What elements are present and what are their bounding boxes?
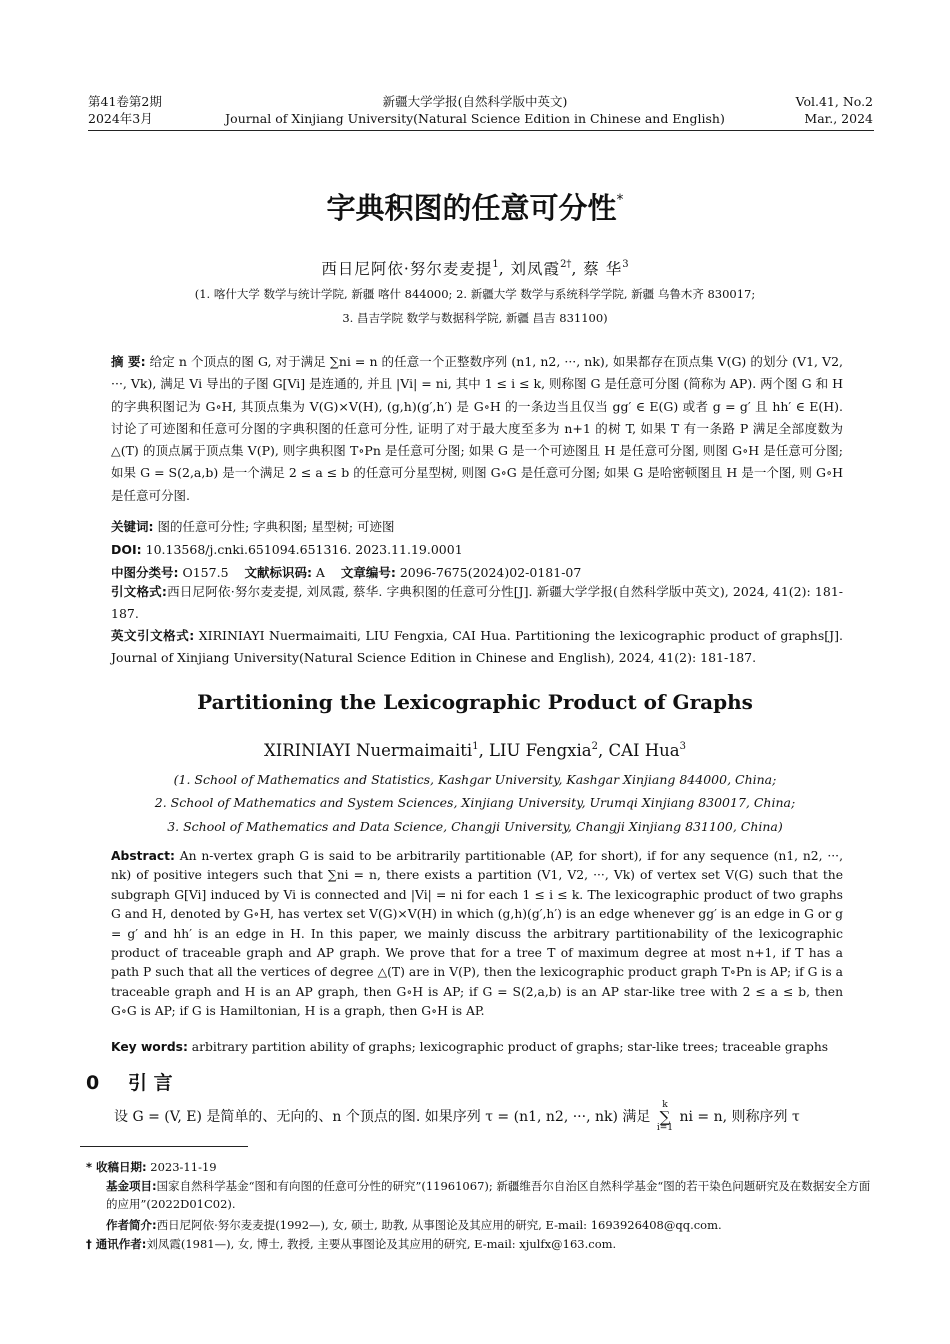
footnote-label: 基金项目: (106, 1179, 157, 1193)
article-number-value: 2096-7675(2024)02-0181-07 (399, 565, 582, 580)
title-text: 字典积图的任意可分性 (326, 191, 617, 225)
keywords-en-label: Key words: (111, 1040, 188, 1054)
doi-label: DOI: (111, 542, 142, 557)
affiliation-line: (1. 喀什大学 数学与统计学院, 新疆 喀什 844000; 2. 新疆大学 数学与系统科学学院, 新疆 乌鲁木齐 830017; (194, 287, 756, 301)
affiliation-line-en: 2. School of Mathematics and System Sciences, Xinjiang University, Urumqi Xinjiang 830017, China; (154, 795, 796, 810)
abstract-text: 给定 n 个顶点的图 G, 对于满足 ∑ni = n 的任意一个正整数序列 (n1, n2, ···, nk), 如果都存在顶点集 V(G) 的划分 (V1, V2, ···, Vk), 满足 Vi 导出的子图 G[Vi] 是连通的, 并且 |Vi| = ni, 其中 1 ≤ i ≤ k, 则称图 G 是任意可分图 (简称为 AP). 两个图 G 和 H 的字典积图记为 G∘H, 其顶点集为 V(G)×V(H), (g,h)(g′,h′) 是 G∘H 的一条边当且仅当 gg′ ∈ E(G) 或者 g = g′ 且 hh′ ∈ E(H). 讨论了可迹图和任意可分图的字典积图的任意可分性, 证明了对于最大度至多为 n+1 的树 T, 如果 T 有一条路 P 满足全部度数为 △(T) 的顶点属于顶点集 V(P), 则字典积图 T∘Pn 是任意可分图; 如果 G 是一个可迹图且 H 是任意可分图, 则图 G∘H 是任意可分图; 如果 G = S(2,a,b) 是一个满足 2 ≤ a ≤ b 的任意可分星型树, 则图 G∘G 是任意可分图; 如果 G 是哈密顿图且 H 是一个图, 则 G∘H 是任意可分图. (111, 354, 844, 503)
doc-code-label: 文献标识码: (244, 565, 312, 580)
citation-en-label: 英文引文格式: (111, 628, 195, 643)
doi-value: 10.13568/j.cnki.651094.651316. 2023.11.19.0001 (145, 542, 463, 557)
footnote-corresponding (86, 1235, 876, 1253)
affiliation-line-en: (1. School of Mathematics and Statistics, Kashgar University, Kashgar Xinjiang 844000, China; (173, 772, 777, 787)
abstract-en-label: Abstract: (111, 849, 175, 863)
journal-volume-info-en (796, 93, 873, 127)
journal-name-cn: 新疆大学学报(自然科学版中英文) (382, 94, 568, 109)
author-list-en (0, 741, 950, 760)
section-title: 引 言 (128, 1072, 173, 1094)
abstract-cn (111, 351, 843, 507)
footnote-text: 2023-11-19 (150, 1160, 217, 1174)
title-footnote-mark: * (616, 192, 624, 208)
author-affiliation-mark: 3 (679, 741, 687, 752)
clc-label: 中图分类号: (111, 565, 179, 580)
footnote-label: 作者简介: (106, 1218, 157, 1232)
sum-sign: ∑ (659, 1108, 671, 1126)
section-heading (86, 1068, 173, 1095)
author-name-en: , LIU Fengxia (478, 741, 592, 760)
volume-issue: 第41卷第2期 (88, 94, 162, 109)
author-affiliation-mark: 1 (492, 259, 499, 270)
author-name: , 蔡 华 (571, 260, 623, 278)
keywords-cn (111, 517, 843, 535)
citation-label: 引文格式: (111, 584, 167, 599)
keywords-label: 关键词: (111, 519, 154, 534)
author-affiliation-mark: 2 (591, 741, 598, 752)
footnote-text: 刘凤霞(1981—), 女, 博士, 教授, 主要从事图论及其应用的研究, E-mail: xjulfx@163.com. (146, 1237, 617, 1251)
keywords-en-text: arbitrary partition ability of graphs; lexicographic product of graphs; star-like trees; traceable graphs (191, 1040, 829, 1054)
footnote-received (86, 1158, 876, 1176)
intro-paragraph (114, 1101, 874, 1133)
journal-name (160, 93, 790, 127)
section-number: 0 (86, 1072, 100, 1094)
journal-volume-info (88, 93, 162, 127)
intro-text: ni = n, 则称序列 τ (679, 1109, 800, 1125)
clc-value: O157.5 (182, 565, 229, 580)
summation-symbol (657, 1101, 673, 1133)
author-name: , 刘凤霞 (498, 260, 561, 278)
doc-code-value: A (315, 565, 325, 580)
keywords-en (111, 1040, 843, 1054)
doi-line (111, 542, 843, 557)
affiliation-line-en: 3. School of Mathematics and Data Science, Changji University, Changji Xinjiang 831100, China) (167, 819, 783, 834)
volume-issue-en: Vol.41, No.2 (795, 94, 873, 109)
intro-text: 设 G = (V, E) 是简单的、无向的、n 个顶点的图. 如果序列 τ = (n1, n2, ···, nk) 满足 (114, 1109, 651, 1125)
footnote-text: 西日尼阿依·努尔麦麦提(1992—), 女, 硕士, 助教, 从事图论及其应用的研究, E-mail: 1693926408@qq.com. (156, 1218, 722, 1232)
abstract-en-text: An n-vertex graph G is said to be arbitrarily partitionable (AP, for short), if for any sequence (n1, n2, ···, nk) of positive integers such that ∑ni = n, there exists a partition (V1, V2, ···, Vk) of vertex set V(G) such that the subgraph G[Vi] induced by Vi is connected and |Vi| = ni for each 1 ≤ i ≤ k. The lexicographic product of two graphs G and H, denoted by G∘H, has vertex set V(G)×V(H) in which (g,h)(g′,h′) is an edge whenever gg′ is an edge in G or g = g′ and hh′ is an edge in H. In this paper, we mainly discuss the arbitrary partitionability of the lexicographic product of traceable graph and AP graph. We prove that for a tree T of maximum degree at most n+1, if T has a path P such that all the vertices of degree △(T) are in V(P), then the lexicographic product graph T∘Pn is AP; if G is a traceable graph and H is an AP graph, then G∘H is AP; if G = S(2,a,b) is an AP star-like tree with 2 ≤ a ≤ b, then G∘G is AP; if G is Hamiltonian, H is a graph, then G∘H is AP. (111, 849, 843, 1019)
abstract-label: 摘 要: (111, 354, 146, 369)
abstract-en (111, 847, 843, 1022)
citation-en (111, 625, 843, 669)
issue-date-en: Mar., 2024 (804, 111, 873, 126)
footnote-label: * 收稿日期: (86, 1160, 147, 1174)
issue-date: 2024年3月 (88, 111, 153, 126)
author-affiliation-mark: 2† (560, 259, 572, 270)
footnote-divider (80, 1146, 248, 1147)
keywords-text: 图的任意可分性; 字典积图; 星型树; 可迹图 (157, 519, 395, 534)
paper-title-en: Partitioning the Lexicographic Product of Graphs (197, 690, 753, 714)
sum-upper-limit: k (662, 1100, 668, 1110)
citation-en-text: XIRINIAYI Nuermaimaiti, LIU Fengxia, CAI Hua. Partitioning the lexicographic product of graphs[J]. Journal of Xinjiang University(Natural Science Edition in Chinese and English), 2024, 41(2): 181-187. (111, 628, 843, 665)
author-affiliation-mark: 1 (472, 741, 479, 752)
author-affiliation-mark: 3 (622, 259, 629, 270)
footnote-text: 国家自然科学基金“图和有向图的任意可分性的研究”(11961067); 新疆维吾尔自治区自然科学基金“图的若干染色问题研究及在数据安全方面的应用”(2022D01C02). (106, 1179, 871, 1211)
paper-title-cn (0, 186, 950, 227)
footnote-fund (86, 1177, 876, 1213)
author-name-en: , CAI Hua (597, 741, 680, 760)
author-name: 西日尼阿依·努尔麦麦提 (321, 260, 493, 278)
citation-cn (111, 581, 843, 625)
footnote-label: † 通讯作者: (86, 1237, 147, 1251)
affiliation-line: 3. 昌吉学院 数学与数据科学院, 新疆 昌吉 831100) (342, 311, 608, 325)
citation-text: 西日尼阿依·努尔麦麦提, 刘凤霞, 蔡华. 字典积图的任意可分性[J]. 新疆大学学报(自然科学版中英文), 2024, 41(2): 181-187. (111, 584, 844, 621)
classification-line (111, 563, 843, 581)
author-name-en: XIRINIAYI Nuermaimaiti (263, 741, 473, 760)
sum-lower-limit: i=1 (656, 1123, 673, 1133)
footnote-author (86, 1216, 876, 1234)
article-number-label: 文章编号: (340, 565, 396, 580)
header-divider (88, 130, 874, 131)
author-list-cn (0, 257, 950, 279)
journal-name-en: Journal of Xinjiang University(Natural Science Edition in Chinese and English) (225, 111, 725, 126)
